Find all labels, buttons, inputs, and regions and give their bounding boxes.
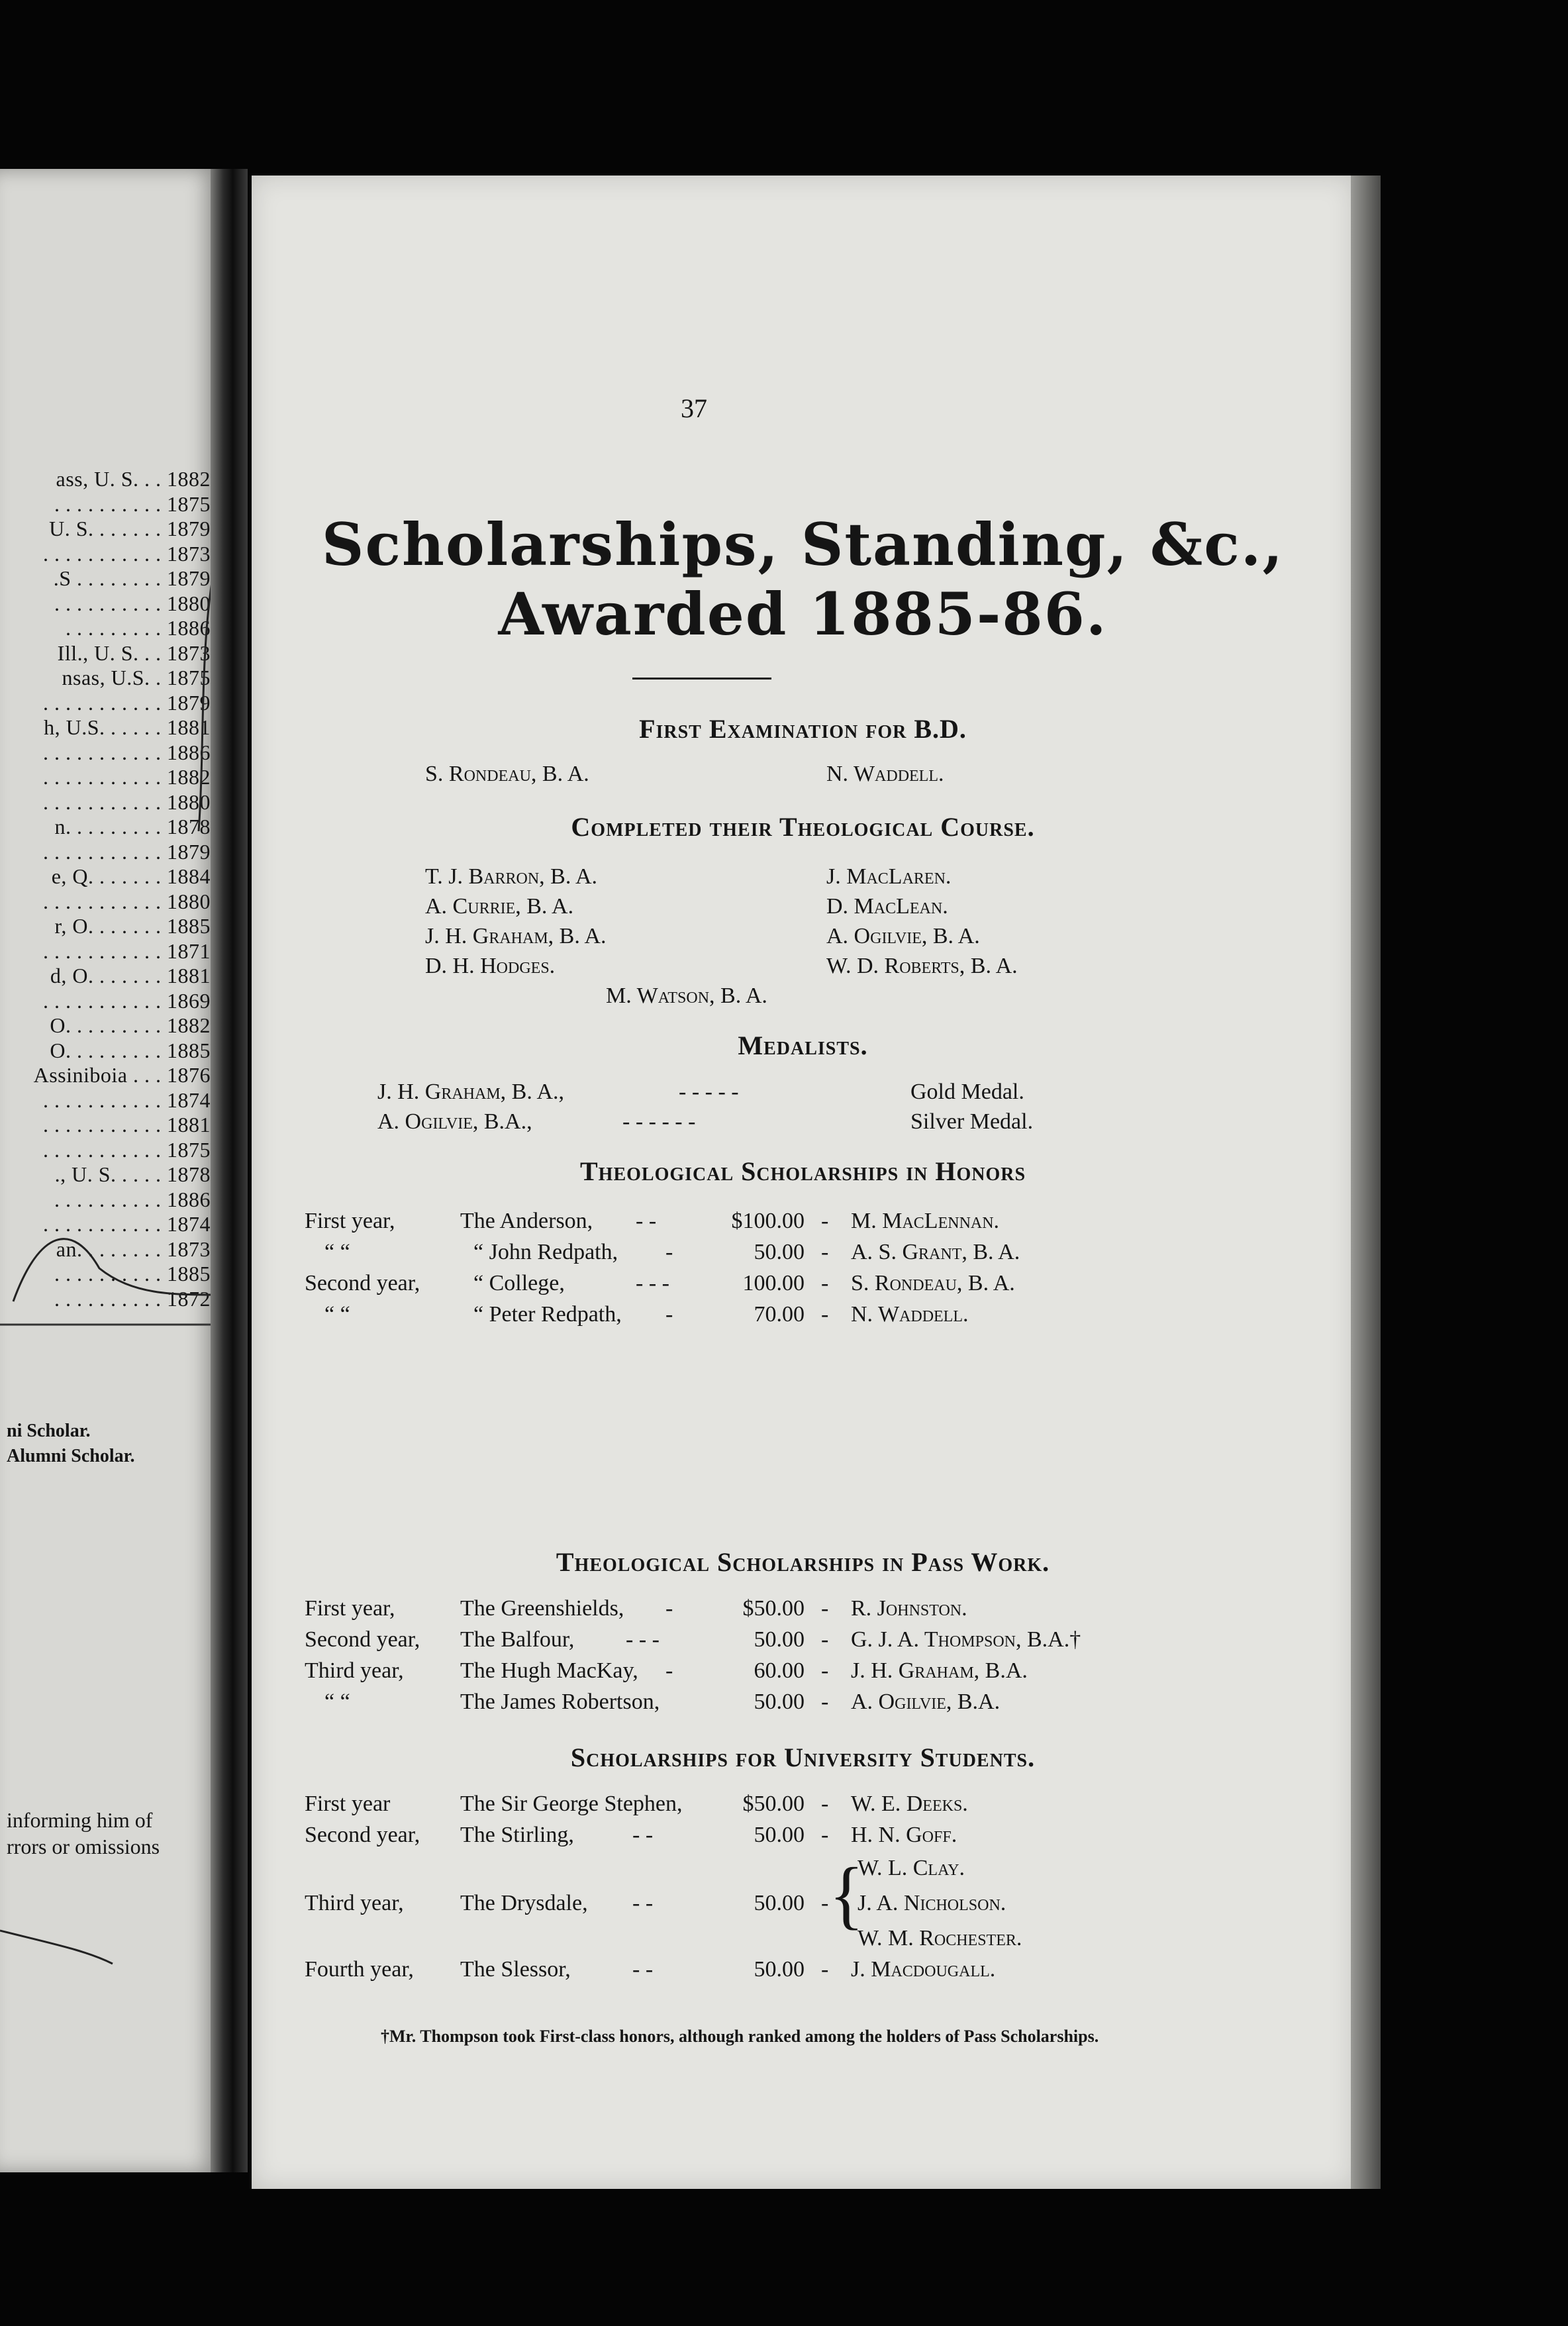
honors-recipient: A. S. Grant, B. A. (851, 1240, 1020, 1264)
left-page-line: r, O. . . . . . . 1885 (54, 914, 211, 938)
left-note-2: Alumni Scholar. (7, 1446, 135, 1466)
university-year: Fourth year, (305, 1957, 414, 1982)
exam-name-2: N. Waddell. (826, 762, 944, 786)
completed-right-2: D. MacLean. (826, 894, 948, 919)
pass-dash: - (821, 1596, 829, 1621)
completed-left-4: D. H. Hodges. (425, 954, 556, 978)
left-page-line: . . . . . . . . . . 1886 (54, 1187, 211, 1211)
pass-amount: 50.00 (754, 1690, 805, 1714)
honors-dots: - (665, 1240, 673, 1264)
completed-right-1: J. MacLaren. (826, 864, 952, 889)
left-page-line: . . . . . . . . . . . 1873 (43, 541, 211, 566)
university-dash: - (821, 1792, 829, 1816)
pass-name: The Hugh MacKay, (460, 1658, 638, 1683)
left-page-line: . . . . . . . . . . 1885 (54, 1262, 211, 1286)
pass-year: Second year, (305, 1627, 420, 1652)
pass-year: “ “ (324, 1690, 350, 1714)
title-line-1: Scholarships, Standing, &c., (321, 510, 1285, 579)
honors-amount: 100.00 (742, 1271, 805, 1295)
left-page-line: Ill., U. S. . . 1873 (57, 640, 211, 665)
handwritten-marks (0, 169, 219, 2172)
left-note-1: ni Scholar. (7, 1421, 91, 1441)
honors-name: “ College, (473, 1271, 565, 1295)
honors-dash: - (821, 1302, 829, 1327)
honors-name: “ Peter Redpath, (473, 1302, 622, 1327)
honors-dots: - (665, 1302, 673, 1327)
university-recipient: J. Macdougall. (851, 1957, 996, 1982)
honors-dots: - - (636, 1209, 657, 1233)
heading-completed: Completed their Theological Course. (571, 812, 1035, 842)
pass-year: First year, (305, 1596, 395, 1621)
left-page-line: nsas, U.S. . 1875 (62, 666, 211, 689)
heading-pass: Theological Scholarships in Pass Work. (556, 1547, 1050, 1577)
university-name: The Stirling, (460, 1823, 574, 1847)
heading-medalists: Medalists. (738, 1031, 868, 1060)
completed-left-3: J. H. Graham, B. A. (425, 924, 607, 948)
left-page-line: n. . . . . . . . . 1878 (54, 815, 211, 838)
left-page-line: . . . . . . . . . . 1880 (54, 591, 211, 615)
honors-recipient: N. Waddell. (851, 1302, 969, 1327)
university-name: The Sir George Stephen, (460, 1792, 683, 1816)
university-dots: - - (632, 1823, 654, 1847)
honors-year: First year, (305, 1209, 395, 1233)
pass-dots: - (665, 1658, 673, 1683)
medalist-dots-2: - - - - - - (622, 1109, 696, 1134)
completed-left-1: T. J. Barron, B. A. (425, 864, 598, 889)
exam-name-1: S. Rondeau, B. A. (425, 762, 589, 786)
medalist-award-2: Silver Medal. (910, 1109, 1034, 1134)
completed-right-3: A. Ogilvie, B. A. (826, 924, 980, 948)
university-recipient: W. E. Deeks. (851, 1792, 968, 1816)
left-page-line: . . . . . . . . . 1886 (66, 616, 211, 640)
university-dash: - (821, 1823, 829, 1847)
left-page-line: .S . . . . . . . . 1879 (53, 566, 211, 590)
university-year: Second year, (305, 1823, 420, 1847)
heading-university: Scholarships for University Students. (570, 1743, 1036, 1772)
pass-dash: - (821, 1627, 829, 1652)
completed-right-4: W. D. Roberts, B. A. (826, 954, 1018, 978)
completed-center: M. Watson, B. A. (606, 984, 767, 1008)
pass-dash: - (821, 1690, 829, 1714)
university-dots: - - (632, 1957, 654, 1982)
left-page-line: . . . . . . . . . . . 1880 (43, 789, 211, 814)
left-page-line: . . . . . . . . . . 1872 (54, 1286, 211, 1311)
pass-amount: $50.00 (742, 1596, 805, 1621)
title-line-2: Awarded 1885-86. (498, 580, 1108, 648)
pass-name: The James Robertson, (460, 1690, 660, 1714)
left-page-line: e, Q. . . . . . . 1884 (51, 864, 211, 888)
left-page-line: . . . . . . . . . . . 1871 (43, 938, 211, 963)
honors-year: “ “ (324, 1240, 350, 1264)
left-page-line: . . . . . . . . . . . 1869 (43, 988, 211, 1013)
pass-name: The Balfour, (460, 1627, 575, 1652)
left-page-line: . . . . . . . . . . . 1886 (43, 740, 211, 764)
honors-amount: 70.00 (754, 1302, 805, 1327)
honors-name: The Anderson, (460, 1209, 593, 1233)
honors-dash: - (821, 1240, 829, 1264)
heading-first-exam: First Examination for B.D. (639, 714, 967, 744)
university-dots: - - (632, 1891, 654, 1915)
medalist-award-1: Gold Medal. (910, 1080, 1024, 1104)
university-recipient: H. N. Goff. (851, 1823, 957, 1847)
left-bottom-1: informing him of (7, 1808, 153, 1832)
university-amount: 50.00 (754, 1823, 805, 1847)
title-rule (632, 678, 771, 680)
pass-dots: - (665, 1596, 673, 1621)
university-name: The Drysdale, (460, 1891, 588, 1915)
honors-year: “ “ (324, 1302, 350, 1327)
left-page-line: Assiniboia . . . 1876 (33, 1063, 211, 1087)
left-page-line: . . . . . . . . . . . 1880 (43, 889, 211, 913)
left-page-line: . . . . . . . . . . . 1874 (43, 1087, 211, 1112)
university-amount: 50.00 (754, 1957, 805, 1982)
left-page-line: ass, U. S. . . 1882 (56, 467, 211, 491)
completed-left-2: A. Currie, B. A. (425, 894, 574, 919)
medalist-name-2: A. Ogilvie, B.A., (377, 1109, 532, 1134)
pass-recipient: G. J. A. Thompson, B.A.† (851, 1627, 1081, 1652)
pass-recipient: J. H. Graham, B.A. (851, 1658, 1028, 1683)
page-number: 37 (681, 393, 707, 423)
drysdale-recipient-1: W. L. Clay. (858, 1856, 965, 1880)
honors-recipient: S. Rondeau, B. A. (851, 1271, 1015, 1295)
left-page-line: . . . . . . . . . . . 1882 (43, 765, 211, 789)
honors-amount: $100.00 (731, 1209, 805, 1233)
university-dash: - (821, 1891, 829, 1915)
left-page-line: . . . . . . . . . . . 1881 (43, 1113, 211, 1137)
book-gutter (211, 169, 248, 2172)
honors-amount: 50.00 (754, 1240, 805, 1264)
left-page-line: . . . . . . . . . . 1875 (54, 491, 211, 516)
left-page-line: O. . . . . . . . . 1882 (50, 1013, 211, 1037)
pass-name: The Greenshields, (460, 1596, 624, 1621)
left-page-line: . . . . . . . . . . . 1875 (43, 1137, 211, 1162)
honors-year: Second year, (305, 1271, 420, 1295)
university-dash: - (821, 1957, 829, 1982)
left-page-line: h, U.S. . . . . . 1881 (44, 715, 211, 739)
main-page (252, 176, 1354, 2189)
left-bottom-2: rrors or omissions (7, 1835, 160, 1858)
honors-dash: - (821, 1271, 829, 1295)
pass-amount: 60.00 (754, 1658, 805, 1683)
honors-recipient: M. MacLennan. (851, 1209, 1000, 1233)
left-page-line: an. . . . . . . . 1873 (56, 1237, 211, 1261)
medalist-name-1: J. H. Graham, B. A., (377, 1080, 565, 1104)
left-page-line: . . . . . . . . . . . 1879 (43, 690, 211, 715)
footnote: †Mr. Thompson took First-class honors, although ranked among the holders of Pass Scholarships. (381, 2027, 1099, 2046)
drysdale-recipient-2: J. A. Nicholson. (858, 1891, 1006, 1915)
university-name: The Slessor, (460, 1957, 571, 1982)
pass-recipient: A. Ogilvie, B.A. (851, 1690, 1001, 1714)
left-facing-page (0, 169, 219, 2172)
left-page-line: . . . . . . . . . . . 1879 (43, 839, 211, 864)
brace: { (829, 1851, 864, 1937)
left-page-line: U. S. . . . . . . 1879 (49, 517, 211, 540)
pass-year: Third year, (305, 1658, 404, 1683)
university-year: First year (305, 1792, 391, 1816)
pass-amount: 50.00 (754, 1627, 805, 1652)
drysdale-recipient-3: W. M. Rochester. (858, 1926, 1022, 1950)
medalist-dots-1: - - - - - (679, 1080, 739, 1104)
left-page-line: . . . . . . . . . . . 1874 (43, 1212, 211, 1236)
pass-dots: - - - (626, 1627, 660, 1652)
heading-honors: Theological Scholarships in Honors (579, 1156, 1026, 1186)
page-edge (1351, 176, 1381, 2189)
university-amount: 50.00 (754, 1891, 805, 1915)
left-page-line: O. . . . . . . . . 1885 (50, 1038, 211, 1062)
left-page-line: d, O. . . . . . . 1881 (50, 964, 211, 987)
left-page-line: ., U. S. . . . . 1878 (54, 1162, 211, 1186)
pass-recipient: R. Johnston. (851, 1596, 967, 1621)
university-amount: $50.00 (742, 1792, 805, 1816)
honors-dots: - - - (636, 1271, 669, 1295)
honors-dash: - (821, 1209, 829, 1233)
university-year: Third year, (305, 1891, 404, 1915)
pass-dash: - (821, 1658, 829, 1683)
honors-name: “ John Redpath, (473, 1240, 618, 1264)
